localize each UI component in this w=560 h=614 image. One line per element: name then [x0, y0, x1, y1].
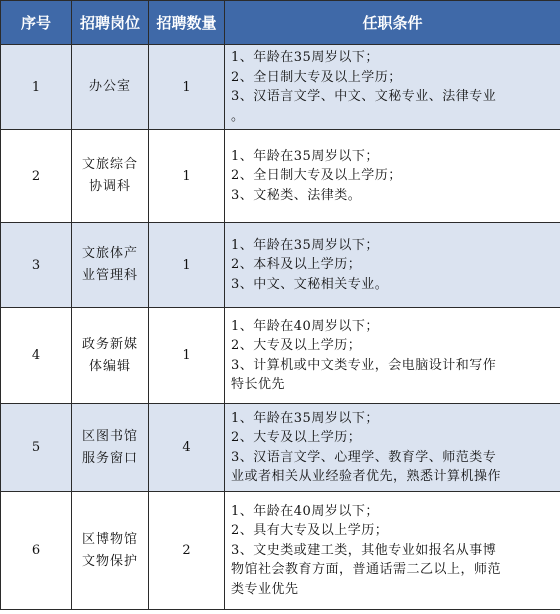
row-position: 文旅体产业管理科 [72, 223, 149, 308]
row-number: 1 [1, 45, 72, 130]
row-position: 政务新媒体编辑 [72, 308, 149, 404]
requirement-line: 3、汉语言文学、心理学、教育学、师范类专 [231, 449, 497, 465]
requirement-line: 物馆社会教育方面，普通话需二乙以上，师范 [231, 562, 502, 578]
row-count: 1 [149, 223, 225, 308]
row-position: 区博物馆文物保护 [72, 492, 149, 610]
table-row [1, 223, 560, 308]
table-row [1, 404, 560, 492]
requirement-line: 3、计算机或中文类专业，会电脑设计和写作 [231, 357, 497, 373]
requirement-line: 1、年龄在35周岁以下； [231, 410, 379, 426]
row-requirements [225, 404, 560, 492]
table-row [1, 130, 560, 223]
requirement-line: 1、年龄在40周岁以下； [231, 503, 379, 519]
requirement-line: 类专业优先 [231, 581, 299, 597]
row-count: 1 [149, 130, 225, 223]
row-count: 4 [149, 404, 225, 492]
requirement-line: 3、中文、文秘相关专业。 [231, 276, 389, 292]
row-requirements [225, 308, 560, 404]
table-header [1, 1, 560, 45]
requirement-line: 3、汉语言文学、中文、文秘专业、法律专业 [231, 89, 497, 104]
row-number: 5 [1, 404, 72, 492]
table-row [1, 308, 560, 404]
row-requirements [225, 223, 560, 308]
row-count: 1 [149, 308, 225, 404]
requirement-line: 2、全日制大专及以上学历； [231, 69, 402, 85]
row-count: 2 [149, 492, 225, 610]
row-position: 文旅综合协调科 [72, 130, 149, 223]
requirement-line: 2、大专及以上学历； [231, 338, 362, 353]
header-requirements: 任职条件 [225, 1, 560, 45]
requirement-line: 2、大专及以上学历； [231, 430, 362, 445]
table-body [1, 45, 560, 610]
row-position: 办公室 [72, 45, 149, 130]
requirement-line: 3、文秘类、法律类。 [231, 187, 362, 203]
requirement-line: 业或者相关从业经验者优先，熟悉计算机操作 [231, 469, 502, 484]
requirement-line: 1、年龄在35周岁以下； [231, 50, 379, 65]
row-requirements [225, 492, 560, 610]
row-requirements [225, 130, 560, 223]
header-row [1, 1, 560, 45]
row-number: 4 [1, 308, 72, 404]
requirement-line: 特长优先 [231, 377, 286, 392]
row-requirements [225, 45, 560, 130]
requirement-line: 1、年龄在40周岁以下； [231, 318, 379, 334]
table-row [1, 45, 560, 130]
requirement-line: 1、年龄在35周岁以下； [231, 237, 379, 253]
requirement-line: 3、文史类或建工类，其他专业如报名从事博 [231, 542, 497, 558]
row-number: 6 [1, 492, 72, 610]
row-number: 3 [1, 223, 72, 308]
row-position: 区图书馆服务窗口 [72, 404, 149, 492]
requirement-line: 1、年龄在35周岁以下； [231, 148, 379, 164]
requirement-line: 2、具有大专及以上学历； [231, 523, 389, 539]
requirement-line: 。 [231, 108, 245, 124]
row-count: 1 [149, 45, 225, 130]
header-count: 招聘数量 [149, 1, 225, 45]
table-row [1, 492, 560, 610]
requirement-line: 2、全日制大专及以上学历； [231, 168, 402, 184]
row-number: 2 [1, 130, 72, 223]
header-number: 序号 [1, 1, 72, 45]
header-position: 招聘岗位 [72, 1, 149, 45]
requirement-line: 2、本科及以上学历； [231, 257, 362, 273]
